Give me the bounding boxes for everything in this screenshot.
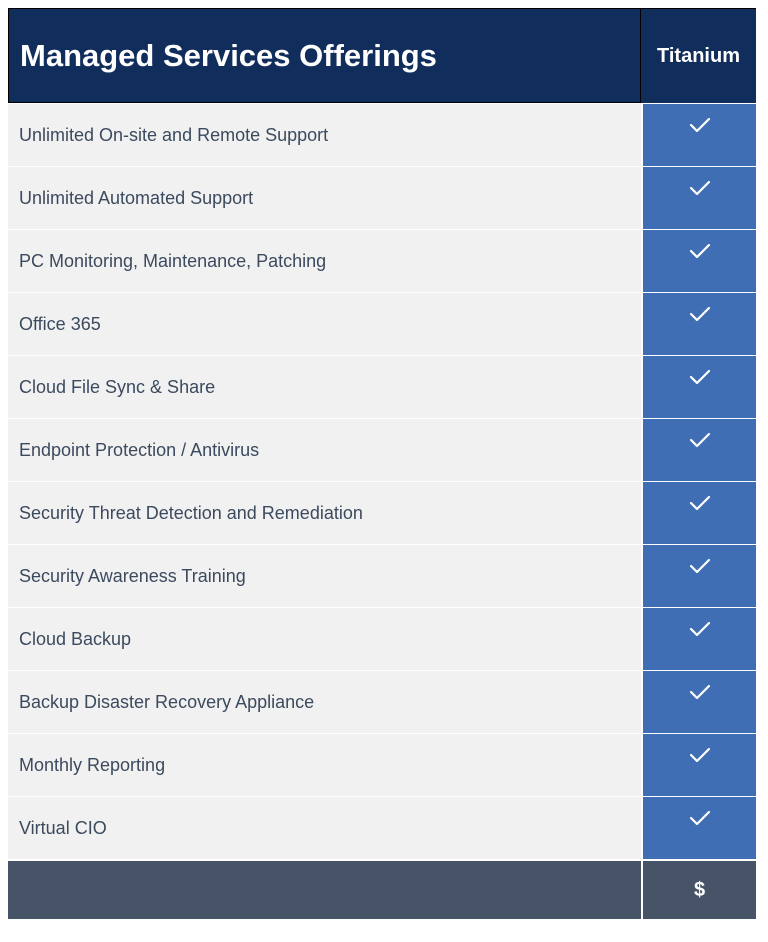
row-label: Office 365: [8, 293, 641, 355]
row-label: Unlimited On-site and Remote Support: [8, 104, 641, 166]
included-cell: [643, 293, 756, 355]
included-cell: [643, 608, 756, 670]
table-row: [8, 103, 756, 166]
checkmark-icon: [689, 683, 711, 701]
included-cell: [643, 230, 756, 292]
included-cell: [643, 671, 756, 733]
checkmark-icon: [689, 242, 711, 260]
price-cell: $: [643, 861, 756, 919]
included-cell: [643, 419, 756, 481]
row-label: Security Threat Detection and Remediation: [8, 482, 641, 544]
table-row: [8, 355, 756, 418]
row-label: Security Awareness Training: [8, 545, 641, 607]
table-row: [8, 481, 756, 544]
checkmark-icon: [689, 368, 711, 386]
included-cell: [643, 167, 756, 229]
table-row: [8, 418, 756, 481]
table-row: [8, 292, 756, 355]
checkmark-icon: [689, 809, 711, 827]
footer-blank-cell: [8, 861, 641, 919]
offerings-table: [8, 8, 756, 919]
table-row: [8, 544, 756, 607]
checkmark-icon: [689, 179, 711, 197]
row-label: Cloud Backup: [8, 608, 641, 670]
table-row: [8, 166, 756, 229]
checkmark-icon: [689, 494, 711, 512]
checkmark-icon: [689, 431, 711, 449]
table-header: [8, 8, 756, 103]
checkmark-icon: [689, 116, 711, 134]
plan-name: Titanium: [641, 8, 756, 103]
checkmark-icon: [689, 620, 711, 638]
row-label: Unlimited Automated Support: [8, 167, 641, 229]
row-label: Backup Disaster Recovery Appliance: [8, 671, 641, 733]
table-row: [8, 607, 756, 670]
row-label: Cloud File Sync & Share: [8, 356, 641, 418]
row-label: Endpoint Protection / Antivirus: [8, 419, 641, 481]
checkmark-icon: [689, 305, 711, 323]
rows-container: [8, 103, 756, 859]
included-cell: [643, 734, 756, 796]
checkmark-icon: [689, 746, 711, 764]
included-cell: [643, 104, 756, 166]
checkmark-icon: [689, 557, 711, 575]
table-row: [8, 733, 756, 796]
included-cell: [643, 797, 756, 859]
table-row: [8, 796, 756, 859]
table-row: [8, 229, 756, 292]
included-cell: [643, 482, 756, 544]
table-title: Managed Services Offerings: [8, 8, 641, 103]
row-label: Virtual CIO: [8, 797, 641, 859]
table-row: [8, 670, 756, 733]
table-footer: [8, 861, 756, 919]
row-label: PC Monitoring, Maintenance, Patching: [8, 230, 641, 292]
included-cell: [643, 545, 756, 607]
row-label: Monthly Reporting: [8, 734, 641, 796]
included-cell: [643, 356, 756, 418]
